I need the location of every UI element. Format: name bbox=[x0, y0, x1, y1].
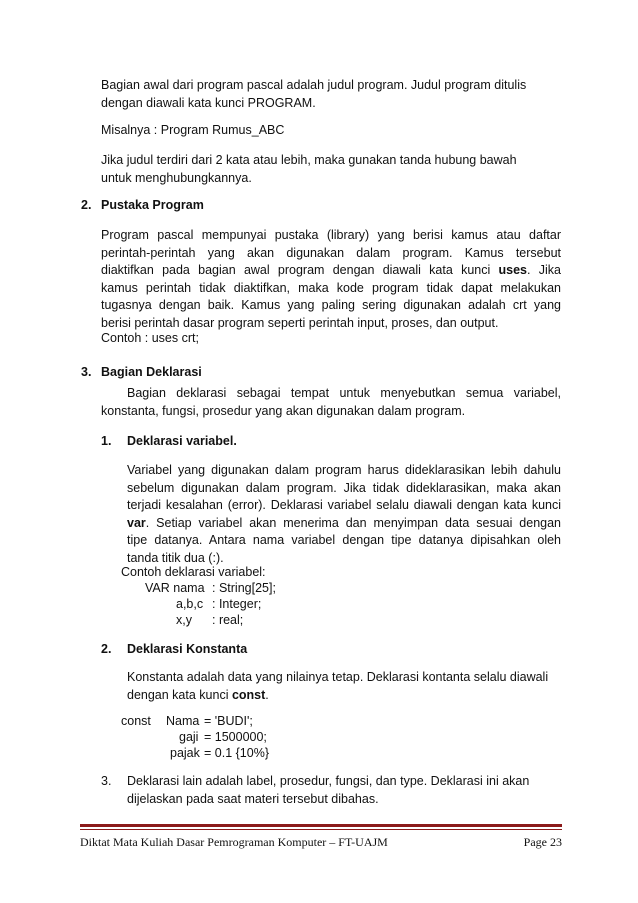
text-line: sebelum digunakan dalam program. Jika tidak dideklarasikan, maka akan bbox=[127, 480, 561, 495]
subsection-3-paragraph bbox=[127, 773, 561, 808]
text-line: konstanta, fungsi, prosedur yang akan digunakan dalam program. bbox=[101, 403, 466, 418]
text-line: Deklarasi lain adalah label, prosedur, fungsi, dan type. Deklarasi ini akan bbox=[127, 774, 530, 788]
text-line: Variabel yang digunakan dalam program harus dideklarasikan lebih dahulu bbox=[127, 463, 561, 477]
variable-example-label: Contoh deklarasi variabel: bbox=[121, 565, 266, 579]
section-3-number: 3. bbox=[81, 365, 92, 379]
text-fragment: diaktifkan pada bagian awal program dengan diawali kata kunci bbox=[101, 263, 499, 278]
text-line: perintah-perintah yang akan digunakan dalam program. Kamus tersebut bbox=[101, 245, 561, 260]
code-var-name-3: x,y bbox=[176, 613, 192, 627]
subsection-1-paragraph bbox=[127, 462, 561, 568]
text-line: Program pascal mempunyai pustaka (library) yang berisi kamus atau daftar bbox=[101, 228, 561, 242]
section-3-title: Bagian Deklarasi bbox=[101, 365, 202, 379]
code-var-name-1: VAR nama bbox=[145, 581, 205, 595]
text-line: tanda titik dua (:). bbox=[127, 550, 224, 565]
page-number: Page 23 bbox=[523, 835, 562, 849]
code-const-value-3: = 0.1 {10%} bbox=[204, 746, 269, 760]
section-2-number: 2. bbox=[81, 198, 92, 212]
text-fragment: . bbox=[265, 687, 269, 702]
keyword-uses: uses bbox=[498, 263, 528, 278]
text-line: untuk menghubungkannya. bbox=[101, 170, 252, 185]
code-const-name-3: pajak bbox=[170, 746, 200, 760]
intro-example: Misalnya : Program Rumus_ABC bbox=[101, 123, 285, 137]
text-line: tugasnya dengan baik. Kamus yang paling sering digunakan adalah crt yang bbox=[101, 298, 561, 313]
intro-paragraph-2 bbox=[101, 152, 561, 187]
intro-paragraph-1 bbox=[101, 77, 561, 112]
keyword-const: const bbox=[231, 687, 266, 702]
subsection-2-title: Deklarasi Konstanta bbox=[127, 642, 248, 656]
text-fragment: . Jika bbox=[527, 263, 561, 278]
text-line bbox=[127, 515, 561, 533]
text-line: dijelaskan pada saat materi tersebut dibahas. bbox=[127, 791, 379, 806]
subsection-1-title: Deklarasi variabel. bbox=[127, 434, 237, 448]
footer-rule-thin bbox=[80, 829, 562, 830]
text-line: Bagian deklarasi sebagai tempat untuk menyebutkan semua variabel, bbox=[127, 386, 561, 400]
code-var-name-2: a,b,c bbox=[176, 597, 204, 611]
text-fragment: dengan kata kunci bbox=[127, 687, 232, 702]
code-const-name-1: Nama bbox=[166, 714, 200, 728]
subsection-2-paragraph bbox=[127, 669, 561, 704]
text-line bbox=[101, 262, 561, 280]
code-const-keyword: const bbox=[121, 714, 151, 728]
code-var-type-3: : real; bbox=[212, 613, 244, 627]
subsection-2-number: 2. bbox=[101, 642, 112, 656]
footer-rule-thick bbox=[80, 824, 562, 827]
section-2-title: Pustaka Program bbox=[101, 198, 204, 212]
section-2-paragraph bbox=[101, 227, 561, 333]
keyword-var: var bbox=[127, 515, 146, 530]
code-var-type-2: : Integer; bbox=[212, 597, 262, 611]
code-const-value-1: = 'BUDI'; bbox=[204, 714, 253, 728]
text-line: Konstanta adalah data yang nilainya tetap. Deklarasi kontanta selalu diawali bbox=[127, 670, 549, 684]
text-line: terjadi kesalahan (error). Deklarasi variabel selalu diawali dengan kata kunci bbox=[127, 498, 561, 513]
code-const-name-2: gaji bbox=[179, 730, 199, 744]
text-line: berisi perintah dasar program seperti perintah input, proses, dan output. bbox=[101, 315, 499, 330]
subsection-1-number: 1. bbox=[101, 434, 112, 448]
text-line: dengan diawali kata kunci PROGRAM. bbox=[101, 95, 316, 110]
subsection-3-number: 3. bbox=[101, 774, 112, 788]
text-line: tipe datanya. Antara nama variabel dengan tipe datanya dipisahkan oleh bbox=[127, 533, 561, 548]
code-const-value-2: = 1500000; bbox=[204, 730, 267, 744]
text-line: Jika judul terdiri dari 2 kata atau lebih, maka gunakan tanda hubung bawah bbox=[101, 153, 517, 167]
footer-title: Diktat Mata Kuliah Dasar Pemrograman Komputer – FT-UAJM bbox=[80, 835, 388, 849]
section-2-example: Contoh : uses crt; bbox=[101, 331, 199, 345]
section-3-paragraph bbox=[101, 385, 561, 420]
code-var-type-1: : String[25]; bbox=[212, 581, 276, 595]
text-line bbox=[127, 687, 561, 705]
text-line: Bagian awal dari program pascal adalah judul program. Judul program ditulis bbox=[101, 78, 527, 92]
text-line: kamus perintah tidak diaktifkan, maka kode program tidak dapat melakukan bbox=[101, 280, 561, 295]
text-fragment: . Setiap variabel akan menerima dan menyimpan data sesuai dengan bbox=[145, 515, 561, 530]
